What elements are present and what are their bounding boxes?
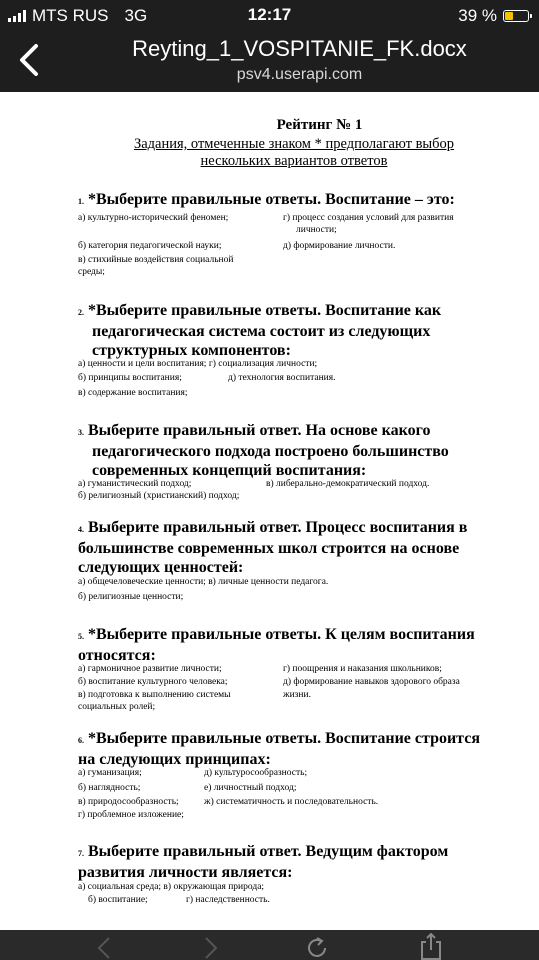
option: г) поощрения и наказания школьников; [283, 664, 442, 674]
nav-bar [0, 30, 539, 92]
option: а) гармоничное развитие личности; [78, 664, 222, 674]
option: а) культурно-исторический феномен; [78, 213, 229, 223]
reload-icon[interactable] [305, 936, 329, 960]
question-number: 4. [78, 525, 84, 534]
option: б) религиозные ценности; [78, 592, 184, 602]
doc-title: Рейтинг № 1 [276, 117, 363, 133]
option: а) общечеловеческие ценности; в) личные ценности педагога. [78, 577, 329, 587]
option: в) подготовка к выполнению системы [78, 690, 231, 700]
option: ж) систематичность и последовательность. [204, 797, 379, 807]
question-text: Выберите правильный ответ. На основе какого [88, 422, 431, 439]
bottom-toolbar [0, 930, 539, 960]
doc-subtitle-line: нескольких вариантов ответов [200, 153, 388, 169]
option: д) культуросообразность; [204, 768, 308, 778]
question-text: развития личности является: [78, 864, 293, 881]
option: б) категория педагогической науки; [78, 241, 222, 251]
question-number: 1. [78, 197, 84, 206]
question-text: педагогическая система состоит из следующих [92, 323, 431, 340]
question-number: 6. [78, 736, 84, 745]
question-text: Выберите правильный ответ. Ведущим фактором [88, 843, 449, 860]
option: в) содержание воспитания; [78, 388, 188, 398]
network-label: 3G [124, 6, 148, 25]
question-2 [78, 301, 498, 360]
question-number: 3. [78, 428, 84, 437]
doc-subtitle-line: Задания, отмеченные знаком * предполагают выбор [133, 136, 455, 152]
question-text: *Выберите правильные ответы. К целям воспитания [88, 626, 475, 643]
option: а) социальная среда; в) окружающая природа; [78, 882, 265, 892]
question-text: Выберите правильный ответ. Процесс воспитания в [88, 519, 468, 536]
question-3 [78, 421, 498, 480]
option: в) стихийные воздействия социальной [78, 255, 234, 265]
option: д) формирование навыков здорового образа [283, 677, 460, 687]
option: д) технология воспитания. [228, 373, 336, 383]
option: в) природосообразность; [78, 797, 179, 807]
question-text: следующих ценностей: [78, 559, 244, 576]
forward-arrow-icon[interactable] [200, 936, 220, 960]
question-text: на следующих принципах: [78, 751, 271, 768]
question-text: *Выберите правильные ответы. Воспитание – это: [88, 191, 455, 208]
question-text: *Выберите правильные ответы. Воспитание как [88, 302, 442, 319]
question-1 [78, 190, 498, 211]
carrier-label: MTS RUS [32, 6, 109, 25]
question-text: структурных компонентов: [92, 342, 291, 359]
question-number: 5. [78, 632, 84, 641]
back-button[interactable] [14, 42, 44, 78]
question-text: относятся: [78, 647, 156, 664]
back-arrow-icon[interactable] [95, 936, 115, 960]
option: б) религиозный (христианский) подход; [78, 491, 240, 501]
status-right [458, 6, 529, 26]
option: е) личностный подход; [204, 783, 297, 793]
question-text: современных концепций воспитания: [92, 462, 367, 479]
question-number: 7. [78, 849, 84, 858]
status-bar [0, 0, 539, 30]
option: б) наглядность; [78, 783, 141, 793]
option: среды; [78, 267, 105, 277]
question-text: большинстве современных школ строится на основе [78, 540, 460, 557]
question-4 [78, 518, 498, 577]
document-title: Reyting_1_VOSPITANIE_FK.docx [132, 36, 467, 61]
question-5 [78, 625, 498, 665]
document-page[interactable] [0, 92, 539, 930]
option: г) процесс создания условий для развития [283, 213, 454, 223]
option: б) принципы воспитания; [78, 373, 182, 383]
option: личности; [296, 225, 337, 235]
option: г) наследственность. [186, 895, 270, 905]
option: социальных ролей; [78, 702, 156, 712]
option: а) ценности и цели воспитания; г) социализация личности; [78, 359, 318, 369]
battery-percent: 39 % [458, 6, 497, 25]
option: а) гуманистический подход; [78, 479, 192, 489]
chevron-left-icon [14, 42, 44, 78]
question-text: *Выберите правильные ответы. Воспитание строится [88, 730, 480, 747]
option: б) воспитание; [88, 895, 148, 905]
question-7 [78, 842, 498, 882]
battery-icon [503, 10, 529, 22]
document-host: psv4.userapi.com [236, 66, 363, 83]
option: д) формирование личности. [283, 241, 396, 251]
option: в) либерально-демократический подход. [266, 479, 430, 489]
clock: 12:17 [247, 5, 292, 24]
question-6 [78, 729, 498, 769]
question-number: 2. [78, 308, 84, 317]
doc-subtitle [104, 136, 484, 170]
option: жизни. [283, 690, 311, 700]
share-icon[interactable] [420, 932, 442, 960]
option: б) воспитание культурного человека; [78, 677, 228, 687]
question-text: педагогического подхода построено большинство [92, 443, 449, 460]
option: г) проблемное изложение; [78, 810, 184, 820]
option: а) гуманизация; [78, 768, 142, 778]
